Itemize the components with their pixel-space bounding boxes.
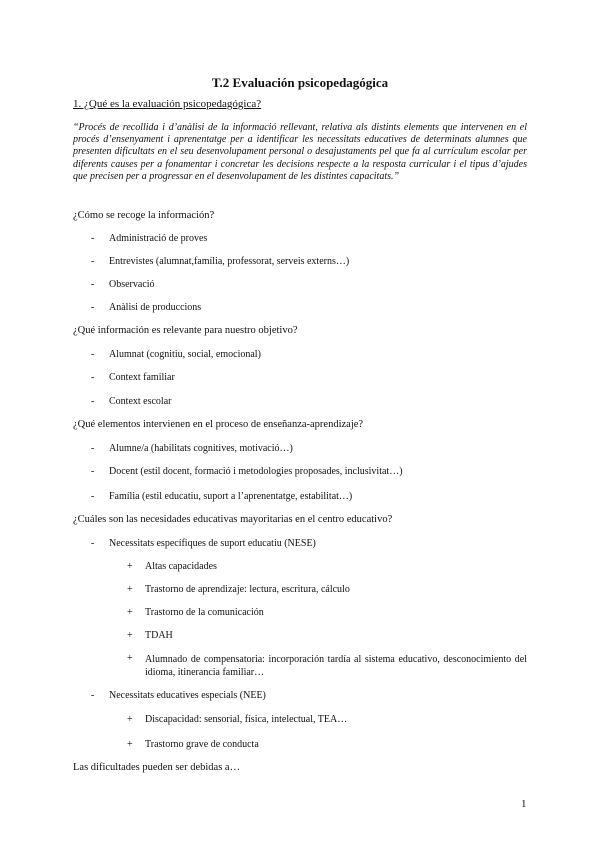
list-item-text: Context familiar [109, 372, 175, 383]
dash-bullet: - [91, 538, 95, 549]
list-item-text: Docent (estil docent, formació i metodologies proposades, inclusivitat…) [109, 466, 403, 477]
list-item-text: Alumnat (cognitiu, social, emocional) [109, 349, 261, 360]
sub-list-item-text: Trastorno de aprendizaje: lectura, escritura, cálculo [145, 584, 350, 595]
question-needs: ¿Cuáles son las necesidades educativas mayoritarias en el centro educativo? [73, 514, 393, 525]
question-relevant-info: ¿Qué información es relevante para nuestro objetivo? [73, 325, 298, 336]
plus-bullet: + [127, 653, 133, 664]
list-item-text: Anàlisi de produccions [109, 302, 202, 313]
dash-bullet: - [91, 372, 95, 383]
plus-bullet: + [127, 714, 133, 725]
page-number: 1 [521, 798, 527, 810]
dash-bullet: - [91, 256, 95, 267]
sub-list-item-text: Altas capacidades [145, 561, 217, 572]
sub-list-item-text: Discapacidad: sensorial, física, intelectual, TEA… [145, 714, 348, 725]
list-item-text: Entrevistes (alumnat,família, professorat, serveis externs…) [109, 256, 350, 267]
list-item-text: Context escolar [109, 396, 172, 407]
plus-bullet: + [127, 630, 133, 641]
list-item-text: Necessitats educatives especials (NEE) [109, 690, 266, 701]
question-elements: ¿Qué elementos intervienen en el proceso de enseñanza-aprendizaje? [73, 419, 364, 430]
list-item-text: Alumne/a (habilitats cognitives, motivació…) [109, 443, 293, 454]
plus-bullet: + [127, 584, 133, 595]
plus-bullet: + [127, 739, 133, 750]
dash-bullet: - [91, 279, 95, 290]
plus-bullet: + [127, 561, 133, 572]
list-item-text: Necessitats específiques de suport educatiu (NESE) [109, 538, 316, 549]
dash-bullet: - [91, 349, 95, 360]
dash-bullet: - [91, 466, 95, 477]
closing-text: Las dificultades pueden ser debidas a… [73, 762, 241, 773]
dash-bullet: - [91, 690, 95, 701]
list-item-text: Administració de proves [109, 233, 208, 244]
dash-bullet: - [91, 443, 95, 454]
sub-list-item-text: Trastorno de la comunicación [145, 607, 264, 618]
sub-list-item-text: Alumnado de compensatoria: incorporación tardía al sistema educativo, desconocimiento del idioma, itinerancia familiar… [145, 654, 527, 678]
section-heading: 1. ¿Qué es la evaluación psicopedagógica? [73, 98, 262, 110]
list-item-text: Família (estil educatiu, suport a l’aprenentatge, estabilitat…) [109, 491, 353, 502]
dash-bullet: - [91, 302, 95, 313]
sub-list-item-text: Trastorno grave de conducta [145, 739, 259, 750]
list-item-text: Observació [109, 279, 155, 290]
dash-bullet: - [91, 396, 95, 407]
document-title: T.2 Evaluación psicopedagógica [211, 75, 389, 90]
question-how-collected: ¿Cómo se recoge la información? [73, 210, 215, 221]
definition-quote: “Procés de recollida i d’anàlisi de la informació rellevant, relativa als distints elements que intervenen en el procés d’ensenyament i aprenentatge per a identificar les necessitats educatives de determinats alumnes que presenten dificultats en el seu desenvolupament personal o desajustaments pel que fa al currículum escolar per diferents causes per a fonamentar i concretar les decisions respecte a la resposta curricular i el tipus d’ajudes que precisen per a progressar en el desenvolupament de les distintes capacitats.” [73, 122, 527, 182]
dash-bullet: - [91, 491, 95, 502]
dash-bullet: - [91, 233, 95, 244]
sub-list-item-text: TDAH [145, 630, 173, 641]
plus-bullet: + [127, 607, 133, 618]
